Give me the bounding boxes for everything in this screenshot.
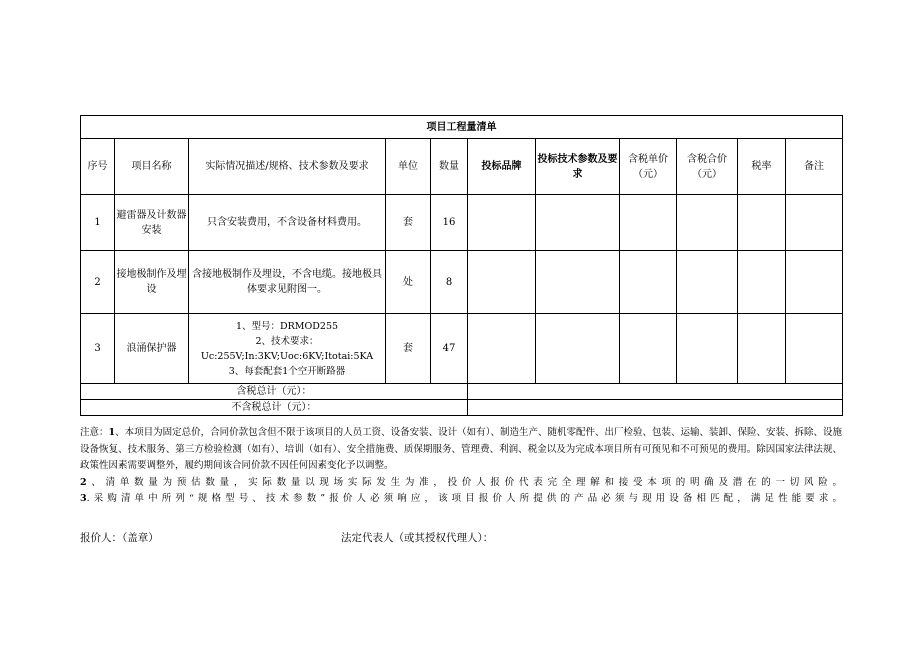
row-no: 2 — [81, 251, 115, 314]
table-row — [81, 314, 843, 384]
table-row — [81, 195, 843, 251]
row-tax-cell[interactable] — [738, 251, 786, 314]
row-remark-cell[interactable] — [786, 195, 843, 251]
note-2-number: 2 — [80, 476, 87, 488]
header-total-price-line2: （元） — [692, 168, 722, 180]
bill-of-quantities-table — [80, 115, 843, 416]
row-brand-cell[interactable] — [468, 251, 536, 314]
row-name: 接地极制作及埋设 — [115, 251, 189, 314]
total-tax-label: 含税总计（元）： — [81, 384, 468, 400]
row-unit-price-cell[interactable] — [620, 195, 677, 251]
header-name: 项目名称 — [115, 139, 189, 195]
row-tax-cell[interactable] — [738, 314, 786, 384]
header-total-price — [677, 139, 738, 195]
header-no: 序号 — [81, 139, 115, 195]
total-notax-label: 不含税总计（元）： — [81, 400, 468, 416]
row-remark-cell[interactable] — [786, 314, 843, 384]
row-unit: 套 — [386, 314, 431, 384]
row-spec — [189, 314, 386, 384]
total-tax-row — [81, 384, 843, 400]
notes — [80, 425, 842, 508]
note-prefix: 注意： — [80, 427, 109, 438]
row-unit: 处 — [386, 251, 431, 314]
row-params-cell[interactable] — [536, 195, 620, 251]
legal-rep-signature-label: 法定代表人（或其授权代理人）： — [341, 532, 494, 544]
header-params: 投标技术参数及要求 — [536, 139, 620, 195]
row-params-cell[interactable] — [536, 251, 620, 314]
header-row — [81, 139, 843, 195]
bidder-signature-label: 报价人：（盖章） — [80, 532, 159, 544]
spec-line: Uc:255V;In:3KV;Uoc:6KV;Itotai:5KA — [200, 350, 374, 362]
row-desc: 含接地极制作及埋设，不含电缆。接地极具体要求见附图一。 — [189, 251, 386, 314]
header-qty: 数量 — [431, 139, 468, 195]
row-unit: 套 — [386, 195, 431, 251]
row-total-price-cell[interactable] — [677, 195, 738, 251]
note-1 — [80, 425, 842, 475]
total-notax-row — [81, 400, 843, 416]
row-no: 3 — [81, 314, 115, 384]
spec-line: 2、技术要求： — [255, 335, 319, 347]
header-unit-price-line1: 含税单价 — [628, 153, 668, 165]
row-no: 1 — [81, 195, 115, 251]
note-3-text: .采购清单中所列“规格型号、技术参数”报价人必须响应，该项目报价人所提供的产品必须与现用设备相匹配，满足性能要求。 — [86, 493, 842, 504]
row-brand-cell[interactable] — [468, 195, 536, 251]
row-unit-price-cell[interactable] — [620, 314, 677, 384]
row-tax-cell[interactable] — [738, 195, 786, 251]
row-desc: 只含安装费用，不含设备材料费用。 — [189, 195, 386, 251]
row-qty: 16 — [431, 195, 468, 251]
note-2-text: 、清单数量为预估数量，实际数量以现场实际发生为准，投价人报价代表完全理解和接受本项的明确及潜在的一切风险。 — [86, 476, 842, 488]
header-desc: 实际情况描述/规格、技术参数及要求 — [189, 139, 386, 195]
row-name: 浪涌保护器 — [115, 314, 189, 384]
table-title: 项目工程量清单 — [81, 116, 843, 139]
row-params-cell[interactable] — [536, 314, 620, 384]
note-1-number: 1 — [108, 427, 116, 438]
row-remark-cell[interactable] — [786, 251, 843, 314]
header-total-price-line1: 含税合价 — [687, 153, 727, 165]
row-qty: 8 — [431, 251, 468, 314]
header-unit: 单位 — [386, 139, 431, 195]
spec-line: 3、每套配套1个空开断路器 — [228, 365, 346, 377]
row-unit-price-cell[interactable] — [620, 251, 677, 314]
note-3-number: 3 — [80, 493, 87, 504]
header-remark: 备注 — [786, 139, 843, 195]
note-3 — [80, 491, 842, 508]
row-name: 避雷器及计数器安装 — [115, 195, 189, 251]
note-2 — [80, 475, 842, 492]
row-brand-cell[interactable] — [468, 314, 536, 384]
table-row — [81, 251, 843, 314]
total-tax-value-cell[interactable] — [468, 384, 843, 400]
total-notax-value-cell[interactable] — [468, 400, 843, 416]
spec-line: 1、型号：DRMOD255 — [235, 320, 339, 332]
note-1-text: 、本项目为固定总价，合同价款包含但不限于该项目的人员工资、设备安装、设计（如有）、制造生产、随机零配件、出厂检验、包装、运输、装卸、保险、安装、拆除、设施设备恢复、技术服务、第三方检验检测（如有）、培训（如有）、安全措施费、质保期服务、管理费、利润、税金以及为完成本项目所有可预见和不可预见的费用。除因国家法律法规、政策性因素需要调整外，履约期间该合同价款不因任何因素变化予以调整。 — [80, 427, 842, 471]
row-qty: 47 — [431, 314, 468, 384]
header-tax: 税率 — [738, 139, 786, 195]
header-unit-price-line2: （元） — [633, 168, 663, 180]
row-total-price-cell[interactable] — [677, 251, 738, 314]
row-total-price-cell[interactable] — [677, 314, 738, 384]
header-unit-price — [620, 139, 677, 195]
header-brand: 投标品牌 — [468, 139, 536, 195]
